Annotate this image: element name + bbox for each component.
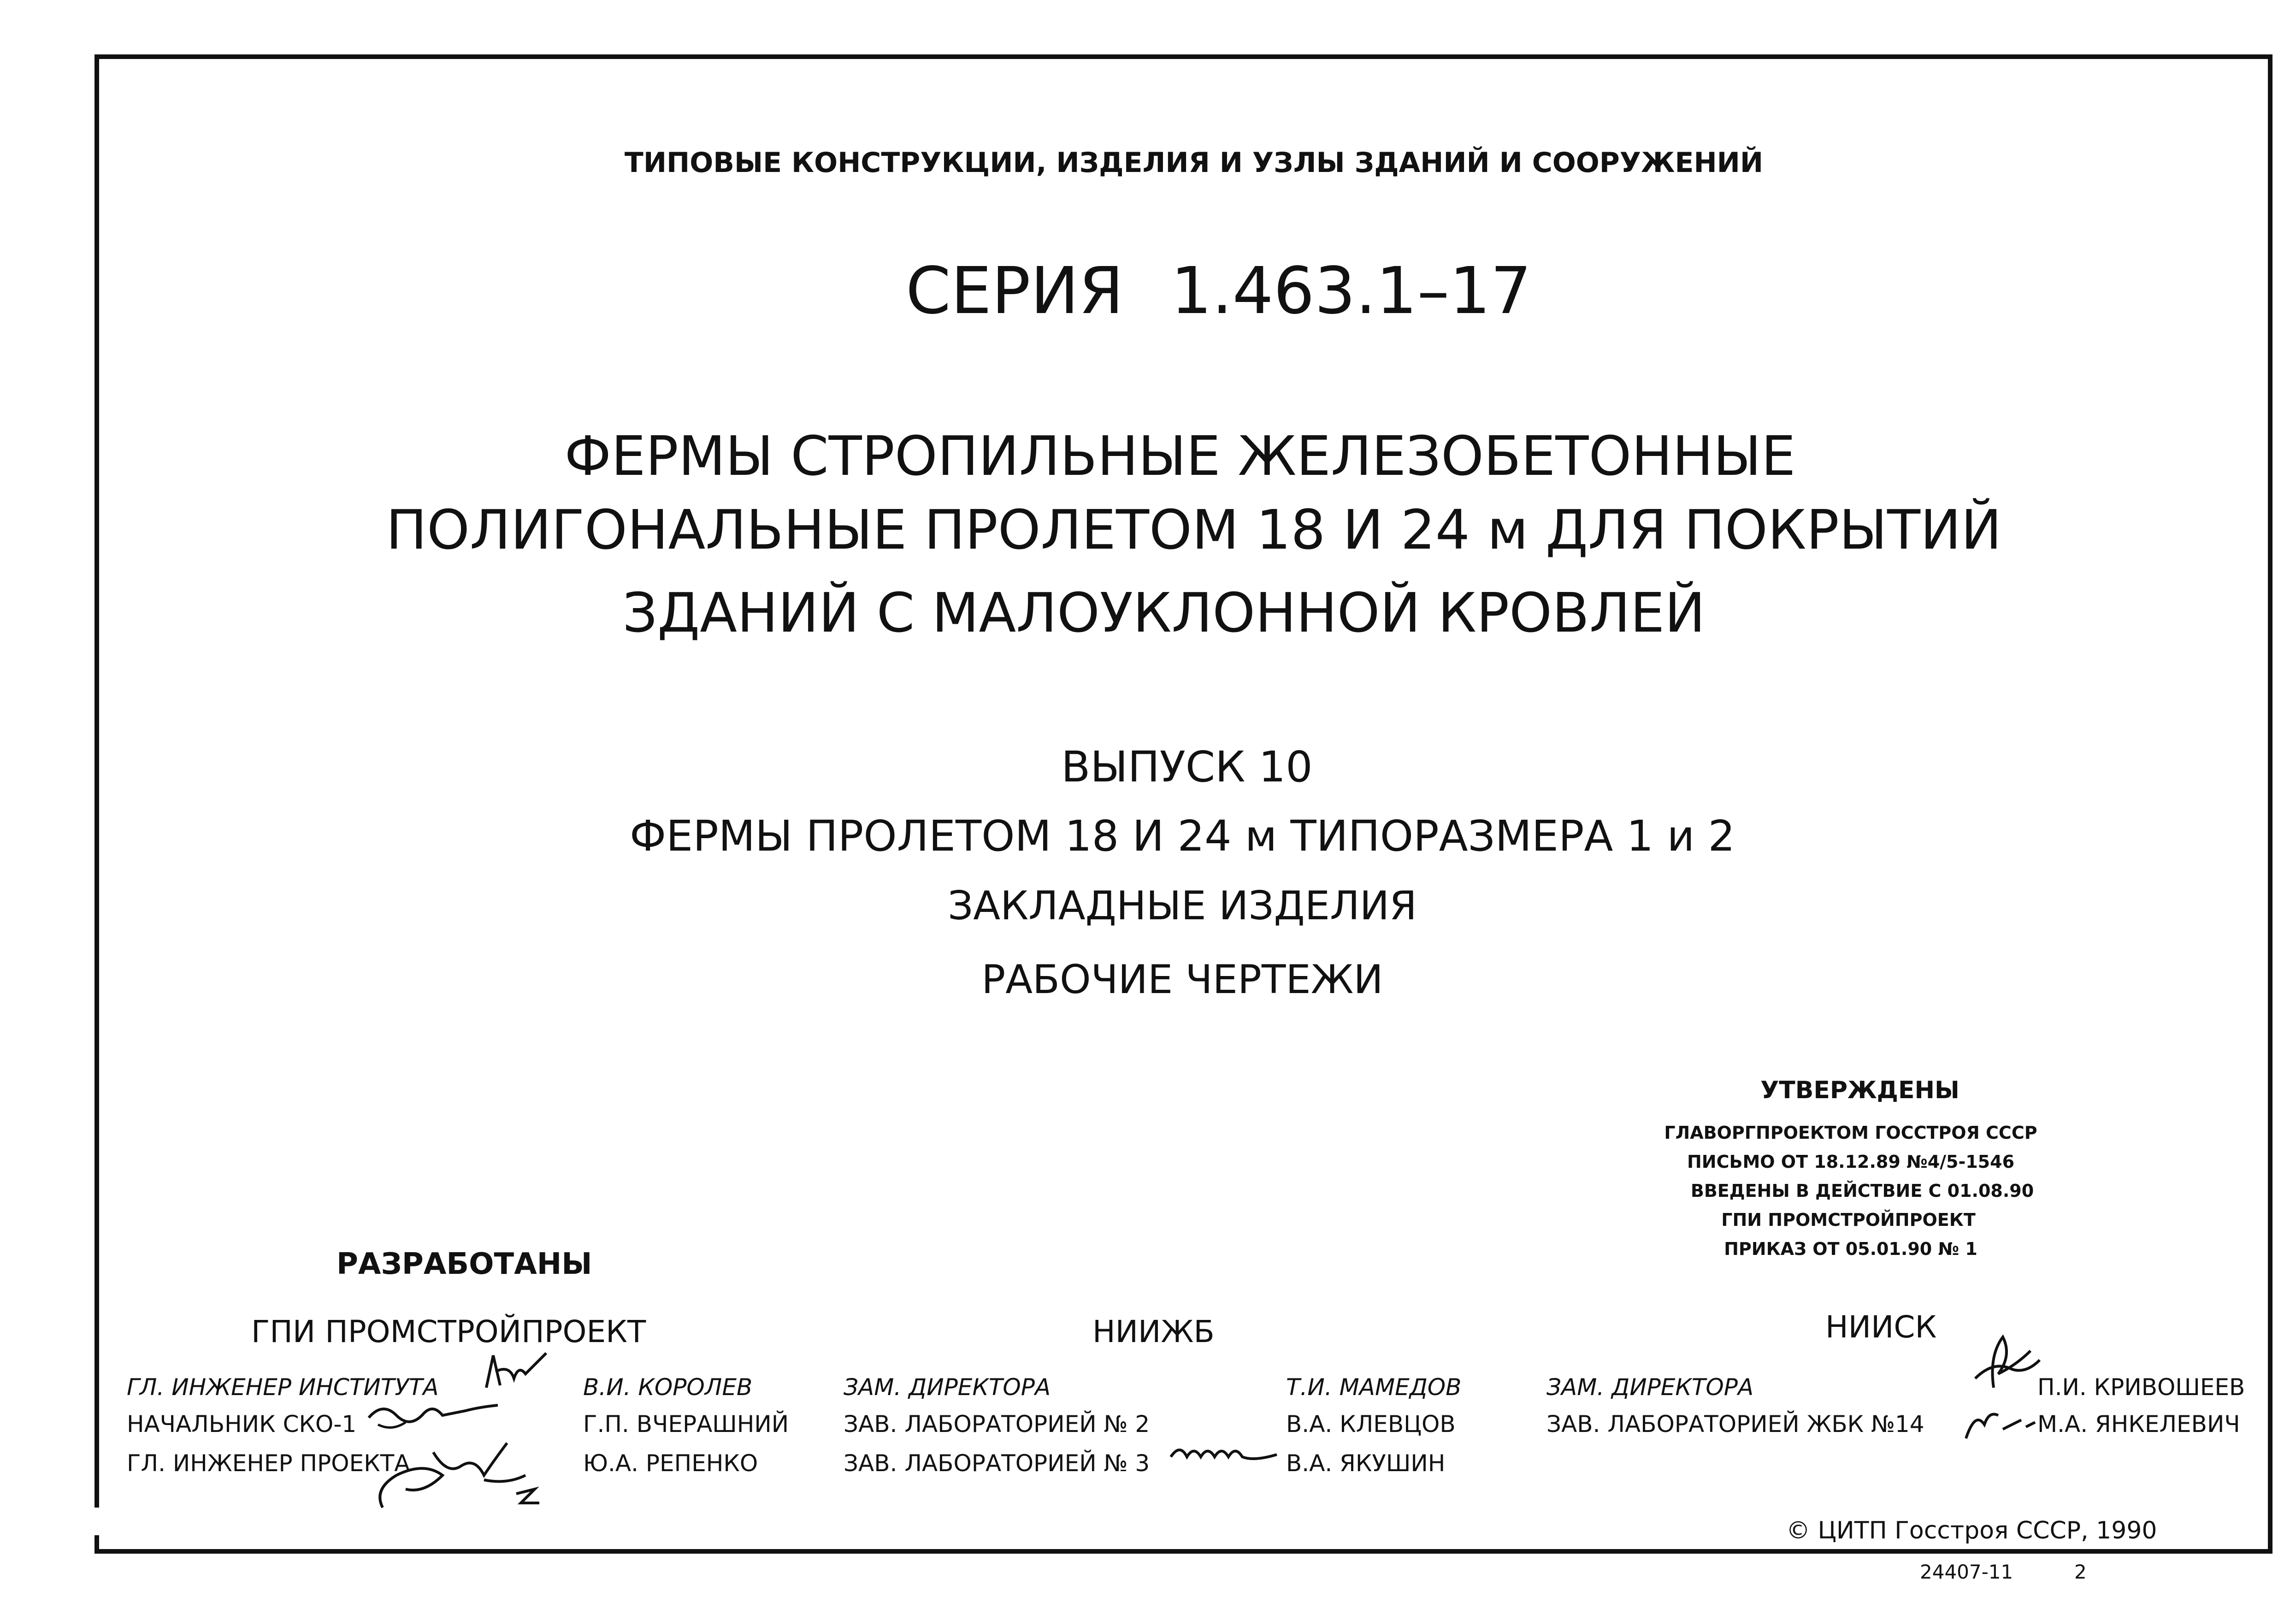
approval-line-4: ГПИ ПРОМСТРОЙПРОЕКТ <box>1721 1210 1976 1230</box>
copyright: © ЦИТП Госстроя СССР, 1990 <box>1786 1517 2157 1544</box>
org1-name: ГПИ ПРОМСТРОЙПРОЕКТ <box>251 1314 646 1349</box>
category-line: ТИПОВЫЕ КОНСТРУКЦИИ, ИЗДЕЛИЯ И УЗЛЫ ЗДАНИЙ И СООРУЖЕНИЙ <box>624 147 1764 179</box>
org3-role-2: ЗАВ. ЛАБОРАТОРИЕЙ ЖБК №14 <box>1546 1411 1924 1437</box>
org1-person-3: Ю.А. РЕПЕНКО <box>583 1450 758 1477</box>
org2-role-3: ЗАВ. ЛАБОРАТОРИЕЙ № 3 <box>844 1450 1150 1477</box>
org1-person-2: Г.П. ВЧЕРАШНИЙ <box>583 1411 789 1437</box>
approval-line-5: ПРИКАЗ ОТ 05.01.90 № 1 <box>1724 1239 1977 1259</box>
org1-person-1: В.И. КОРОЛЕВ <box>583 1374 753 1401</box>
org1-role-2: НАЧАЛЬНИК СКО-1 <box>127 1411 357 1437</box>
org2-name: НИИЖБ <box>1092 1314 1215 1349</box>
org3-person-2: М.А. ЯНКЕЛЕВИЧ <box>2037 1411 2240 1437</box>
approval-line-2: ПИСЬМО ОТ 18.12.89 №4/5-1546 <box>1687 1152 2015 1172</box>
title-line-1: ФЕРМЫ СТРОПИЛЬНЫЕ ЖЕЛЕЗОБЕТОННЫЕ <box>564 424 1796 488</box>
org1-role-1: ГЛ. ИНЖЕНЕР ИНСТИТУТА <box>127 1374 439 1401</box>
issue-label: ВЫПУСК 10 <box>1061 742 1313 792</box>
signature-repenko <box>369 1434 549 1526</box>
approval-line-1: ГЛАВОРГПРОЕКТОМ ГОССТРОЯ СССР <box>1664 1123 2037 1143</box>
org2-person-3: В.А. ЯКУШИН <box>1286 1450 1446 1477</box>
signature-yakushin <box>1166 1436 1286 1468</box>
sheet-number: 2 <box>2074 1561 2087 1583</box>
series-number: 1.463.1–17 <box>1171 254 1532 329</box>
title-line-3: ЗДАНИЙ С МАЛОУКЛОННОЙ КРОВЛЕЙ <box>622 581 1706 645</box>
title-line-2: ПОЛИГОНАЛЬНЫЕ ПРОЛЕТОМ 18 И 24 м ДЛЯ ПОКРЫТИЙ <box>386 498 2002 562</box>
org2-role-1: ЗАМ. ДИРЕКТОРА <box>844 1374 1051 1401</box>
org2-person-1: Т.И. МАМЕДОВ <box>1286 1374 1462 1401</box>
signature-yankelevich <box>1957 1402 2040 1443</box>
signature-krivosheev <box>1961 1328 2044 1392</box>
signature-korolev <box>482 1346 551 1397</box>
org3-person-1: П.И. КРИВОШЕЕВ <box>2037 1374 2245 1401</box>
frame-gap <box>90 1508 101 1535</box>
issue-line-3: РАБОЧИЕ ЧЕРТЕЖИ <box>981 957 1383 1003</box>
org3-name: НИИСК <box>1825 1309 1937 1345</box>
series-label: СЕРИЯ <box>906 254 1124 329</box>
approval-heading: УТВЕРЖДЕНЫ <box>1760 1077 1960 1104</box>
org2-role-2: ЗАВ. ЛАБОРАТОРИЕЙ № 2 <box>844 1411 1150 1437</box>
signature-vcherashny <box>364 1397 502 1434</box>
approval-line-3: ВВЕДЕНЫ В ДЕЙСТВИЕ С 01.08.90 <box>1690 1181 2034 1201</box>
issue-line-1: ФЕРМЫ ПРОЛЕТОМ 18 И 24 м ТИПОРАЗМЕРА 1 и 2 <box>629 811 1735 861</box>
document-number: 24407-11 <box>1920 1561 2013 1583</box>
issue-line-2: ЗАКЛАДНЫЕ ИЗДЕЛИЯ <box>948 883 1417 929</box>
org1-role-3: ГЛ. ИНЖЕНЕР ПРОЕКТА <box>127 1450 410 1477</box>
developers-heading: РАЗРАБОТАНЫ <box>336 1247 592 1281</box>
org3-role-1: ЗАМ. ДИРЕКТОРА <box>1546 1374 1754 1401</box>
org2-person-2: В.А. КЛЕВЦОВ <box>1286 1411 1456 1437</box>
